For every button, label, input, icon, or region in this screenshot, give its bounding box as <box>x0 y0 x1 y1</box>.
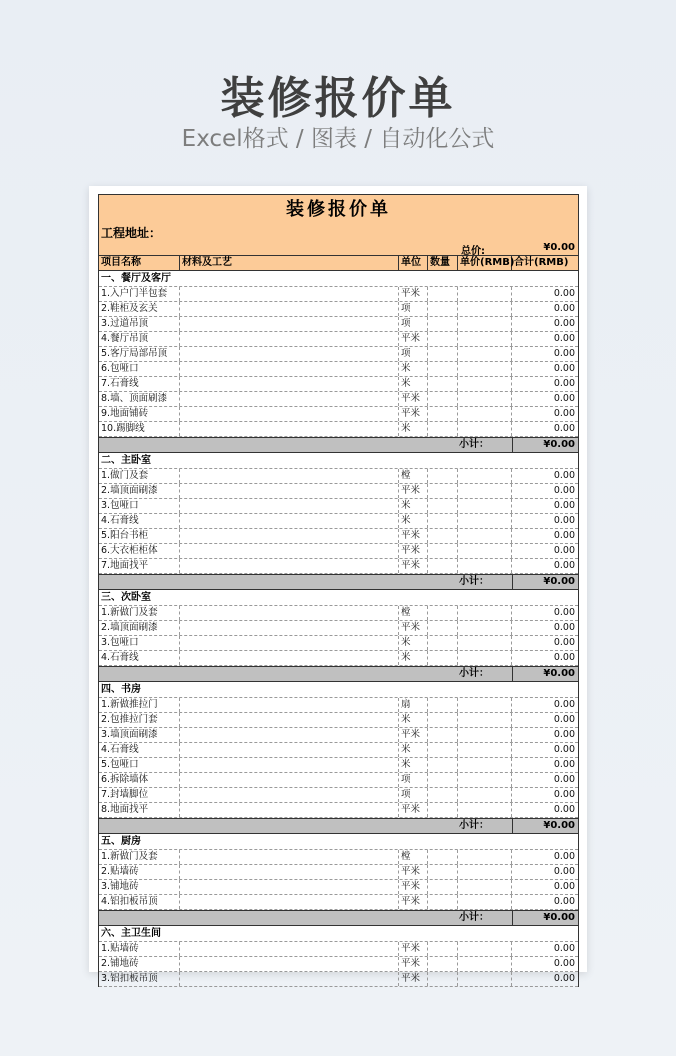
material-cell <box>180 957 399 971</box>
price-cell <box>458 942 512 956</box>
qty-cell <box>428 422 458 436</box>
qty-cell <box>428 651 458 665</box>
subtotal-value: ¥0.00 <box>543 820 575 831</box>
qty-cell <box>428 559 458 573</box>
table-row <box>99 803 578 818</box>
table-row <box>99 332 578 347</box>
unit-cell: 平米 <box>399 942 428 956</box>
material-cell <box>180 803 399 817</box>
qty-cell <box>428 407 458 421</box>
price-cell <box>458 957 512 971</box>
item-name-cell: 7.地面找平 <box>99 559 180 573</box>
subtotal-row <box>99 437 578 453</box>
material-cell <box>180 621 399 635</box>
qty-cell <box>428 317 458 331</box>
price-cell <box>458 621 512 635</box>
qty-cell <box>428 942 458 956</box>
qty-cell <box>428 728 458 742</box>
table-row <box>99 469 578 484</box>
price-cell <box>458 972 512 986</box>
item-name-cell: 7.石膏线 <box>99 377 180 391</box>
total-cell: 0.00 <box>553 500 575 511</box>
price-cell <box>458 636 512 650</box>
material-cell <box>180 377 399 391</box>
total-cell: 0.00 <box>553 789 575 800</box>
unit-cell: 樘 <box>399 469 428 483</box>
price-cell <box>458 347 512 361</box>
unit-cell: 樘 <box>399 850 428 864</box>
hero-title: 装修报价单 <box>220 73 456 124</box>
unit-cell: 平米 <box>399 728 428 742</box>
price-cell <box>458 332 512 346</box>
section-heading: 六、主卫生间 <box>99 926 578 942</box>
unit-cell: 平米 <box>399 621 428 635</box>
qty-cell <box>428 698 458 712</box>
grand-total-label: 总价: <box>461 246 485 257</box>
total-cell: 0.00 <box>553 303 575 314</box>
table-row <box>99 895 578 910</box>
table-row <box>99 972 578 987</box>
subtotal-divider <box>512 667 513 681</box>
table-row <box>99 544 578 559</box>
table-row <box>99 880 578 895</box>
price-cell <box>458 392 512 406</box>
price-cell <box>458 362 512 376</box>
table-row <box>99 957 578 972</box>
unit-cell: 米 <box>399 377 428 391</box>
col-header-material: 材料及工艺 <box>180 256 399 270</box>
subtotal-value: ¥0.00 <box>543 439 575 450</box>
table-row <box>99 850 578 865</box>
item-name-cell: 6.包哑口 <box>99 362 180 376</box>
qty-cell <box>428 347 458 361</box>
price-cell <box>458 422 512 436</box>
unit-cell: 米 <box>399 362 428 376</box>
item-name-cell: 1.入户门半包套 <box>99 287 180 301</box>
material-cell <box>180 788 399 802</box>
material-cell <box>180 850 399 864</box>
material-cell <box>180 469 399 483</box>
col-header-qty: 数量 <box>428 256 458 270</box>
item-name-cell: 10.踢脚线 <box>99 422 180 436</box>
total-cell: 0.00 <box>553 958 575 969</box>
subtotal-label: 小计： <box>459 668 489 679</box>
price-cell <box>458 698 512 712</box>
item-name-cell: 3.铺地砖 <box>99 880 180 894</box>
subtotal-value: ¥0.00 <box>543 668 575 679</box>
total-cell: 0.00 <box>553 622 575 633</box>
item-name-cell: 2.包推拉门套 <box>99 713 180 727</box>
qty-cell <box>428 392 458 406</box>
material-cell <box>180 728 399 742</box>
material-cell <box>180 347 399 361</box>
total-cell: 0.00 <box>553 607 575 618</box>
price-cell <box>458 803 512 817</box>
qty-cell <box>428 895 458 909</box>
material-cell <box>180 407 399 421</box>
material-cell <box>180 422 399 436</box>
price-cell <box>458 728 512 742</box>
col-header-total: 合计(RMB) <box>514 257 569 268</box>
unit-cell: 平米 <box>399 392 428 406</box>
total-cell: 0.00 <box>553 348 575 359</box>
price-cell <box>458 865 512 879</box>
qty-cell <box>428 529 458 543</box>
qty-cell <box>428 880 458 894</box>
subtotal-divider <box>512 438 513 452</box>
unit-cell: 项 <box>399 302 428 316</box>
table-row <box>99 636 578 651</box>
unit-cell: 项 <box>399 788 428 802</box>
subtotal-divider <box>512 911 513 925</box>
material-cell <box>180 529 399 543</box>
table-row <box>99 713 578 728</box>
unit-cell: 项 <box>399 317 428 331</box>
material-cell <box>180 651 399 665</box>
material-cell <box>180 302 399 316</box>
price-cell <box>458 758 512 772</box>
table-row <box>99 347 578 362</box>
unit-cell: 平米 <box>399 332 428 346</box>
material-cell <box>180 514 399 528</box>
qty-cell <box>428 606 458 620</box>
item-name-cell: 2.鞋柜及玄关 <box>99 302 180 316</box>
qty-cell <box>428 743 458 757</box>
item-name-cell: 4.餐厅吊顶 <box>99 332 180 346</box>
table-row <box>99 499 578 514</box>
total-cell: 0.00 <box>553 744 575 755</box>
table-row <box>99 529 578 544</box>
item-name-cell: 3.墙顶面刷漆 <box>99 728 180 742</box>
qty-cell <box>428 514 458 528</box>
unit-cell: 樘 <box>399 606 428 620</box>
total-cell: 0.00 <box>553 714 575 725</box>
item-name-cell: 3.过道吊顶 <box>99 317 180 331</box>
price-cell <box>458 529 512 543</box>
item-name-cell: 3.铝扣板吊顶 <box>99 972 180 986</box>
material-cell <box>180 773 399 787</box>
table-row <box>99 484 578 499</box>
material-cell <box>180 895 399 909</box>
unit-cell: 米 <box>399 651 428 665</box>
material-cell <box>180 559 399 573</box>
item-name-cell: 3.包哑口 <box>99 499 180 513</box>
qty-cell <box>428 972 458 986</box>
unit-cell: 项 <box>399 347 428 361</box>
col-header-unit: 单位 <box>399 256 428 270</box>
quote-sheet <box>98 194 579 987</box>
material-cell <box>180 880 399 894</box>
item-name-cell: 1.贴墙砖 <box>99 942 180 956</box>
price-cell <box>458 606 512 620</box>
total-cell: 0.00 <box>553 363 575 374</box>
unit-cell: 平米 <box>399 803 428 817</box>
material-cell <box>180 499 399 513</box>
table-row <box>99 728 578 743</box>
price-cell <box>458 895 512 909</box>
item-name-cell: 8.墙、顶面刷漆 <box>99 392 180 406</box>
total-cell: 0.00 <box>553 759 575 770</box>
price-cell <box>458 651 512 665</box>
qty-cell <box>428 758 458 772</box>
item-name-cell: 4.石膏线 <box>99 651 180 665</box>
col-header-item: 项目名称 <box>99 256 180 270</box>
item-name-cell: 7.封墙脚位 <box>99 788 180 802</box>
total-cell: 0.00 <box>553 699 575 710</box>
material-cell <box>180 698 399 712</box>
total-cell: 0.00 <box>553 470 575 481</box>
price-cell <box>458 317 512 331</box>
section-heading: 二、主卧室 <box>99 453 578 469</box>
section-heading: 一、餐厅及客厅 <box>99 271 578 287</box>
item-name-cell: 9.地面铺砖 <box>99 407 180 421</box>
total-cell: 0.00 <box>553 288 575 299</box>
item-name-cell: 2.铺地砖 <box>99 957 180 971</box>
total-cell: 0.00 <box>553 896 575 907</box>
unit-cell: 米 <box>399 743 428 757</box>
unit-cell: 米 <box>399 636 428 650</box>
qty-cell <box>428 469 458 483</box>
material-cell <box>180 713 399 727</box>
unit-cell: 平米 <box>399 287 428 301</box>
item-name-cell: 4.石膏线 <box>99 743 180 757</box>
item-name-cell: 3.包哑口 <box>99 636 180 650</box>
material-cell <box>180 544 399 558</box>
item-name-cell: 8.地面找平 <box>99 803 180 817</box>
subtotal-label: 小计： <box>459 912 489 923</box>
qty-cell <box>428 788 458 802</box>
table-row <box>99 606 578 621</box>
material-cell <box>180 743 399 757</box>
item-name-cell: 4.铝扣板吊顶 <box>99 895 180 909</box>
qty-cell <box>428 302 458 316</box>
qty-cell <box>428 287 458 301</box>
unit-cell: 米 <box>399 713 428 727</box>
qty-cell <box>428 544 458 558</box>
price-cell <box>458 407 512 421</box>
total-cell: 0.00 <box>553 378 575 389</box>
total-cell: 0.00 <box>553 530 575 541</box>
total-cell: 0.00 <box>553 515 575 526</box>
table-row <box>99 788 578 803</box>
item-name-cell: 5.阳台书柜 <box>99 529 180 543</box>
qty-cell <box>428 957 458 971</box>
material-cell <box>180 972 399 986</box>
price-cell <box>458 469 512 483</box>
unit-cell: 米 <box>399 758 428 772</box>
hero-subtitle: Excel格式 / 图表 / 自动化公式 <box>181 126 495 152</box>
address-label: 工程地址： <box>101 226 162 240</box>
table-row <box>99 302 578 317</box>
material-cell <box>180 758 399 772</box>
qty-cell <box>428 850 458 864</box>
grand-total-value: ¥0.00 <box>543 242 575 253</box>
material-cell <box>180 865 399 879</box>
total-cell: 0.00 <box>553 866 575 877</box>
price-cell <box>458 484 512 498</box>
item-name-cell: 5.包哑口 <box>99 758 180 772</box>
subtotal-divider <box>512 819 513 833</box>
table-row <box>99 407 578 422</box>
table-row <box>99 422 578 437</box>
item-name-cell: 1.做门及套 <box>99 469 180 483</box>
subtotal-row <box>99 574 578 590</box>
table-row <box>99 865 578 880</box>
sections-container <box>99 271 578 987</box>
total-cell: 0.00 <box>553 652 575 663</box>
total-cell: 0.00 <box>553 851 575 862</box>
section-heading: 三、次卧室 <box>99 590 578 606</box>
unit-cell: 平米 <box>399 972 428 986</box>
total-cell: 0.00 <box>553 943 575 954</box>
price-cell <box>458 302 512 316</box>
unit-cell: 米 <box>399 499 428 513</box>
table-row <box>99 773 578 788</box>
qty-cell <box>428 713 458 727</box>
price-cell <box>458 559 512 573</box>
sheet-title: 装修报价单 <box>286 199 391 220</box>
price-cell <box>458 544 512 558</box>
price-cell <box>458 713 512 727</box>
table-row <box>99 377 578 392</box>
qty-cell <box>428 362 458 376</box>
price-cell <box>458 788 512 802</box>
unit-cell: 平米 <box>399 529 428 543</box>
table-row <box>99 287 578 302</box>
qty-cell <box>428 803 458 817</box>
item-name-cell: 4.石膏线 <box>99 514 180 528</box>
table-row <box>99 514 578 529</box>
unit-cell: 扇 <box>399 698 428 712</box>
table-row <box>99 317 578 332</box>
price-cell <box>458 514 512 528</box>
total-cell: 0.00 <box>553 318 575 329</box>
table-row <box>99 392 578 407</box>
qty-cell <box>428 332 458 346</box>
unit-cell: 平米 <box>399 895 428 909</box>
spreadsheet-preview <box>89 186 587 984</box>
col-header-price: 单价(RMB) <box>460 257 515 268</box>
total-cell: 0.00 <box>553 774 575 785</box>
item-name-cell: 2.墙顶面刷漆 <box>99 621 180 635</box>
total-cell: 0.00 <box>553 408 575 419</box>
item-name-cell: 1.新做门及套 <box>99 850 180 864</box>
price-cell <box>458 850 512 864</box>
unit-cell: 平米 <box>399 957 428 971</box>
unit-cell: 平米 <box>399 484 428 498</box>
unit-cell: 米 <box>399 514 428 528</box>
subtotal-row <box>99 910 578 926</box>
subtotal-label: 小计： <box>459 576 489 587</box>
table-row <box>99 621 578 636</box>
unit-cell: 平米 <box>399 559 428 573</box>
subtotal-divider <box>512 575 513 589</box>
subtotal-label: 小计： <box>459 439 489 450</box>
item-name-cell: 2.贴墙砖 <box>99 865 180 879</box>
section-heading: 五、厨房 <box>99 834 578 850</box>
subtotal-row <box>99 666 578 682</box>
price-cell <box>458 287 512 301</box>
material-cell <box>180 287 399 301</box>
unit-cell: 平米 <box>399 865 428 879</box>
total-cell: 0.00 <box>553 393 575 404</box>
table-row <box>99 698 578 713</box>
price-cell <box>458 499 512 513</box>
total-cell: 0.00 <box>553 423 575 434</box>
total-cell: 0.00 <box>553 545 575 556</box>
material-cell <box>180 317 399 331</box>
item-name-cell: 1.新做推拉门 <box>99 698 180 712</box>
unit-cell: 项 <box>399 773 428 787</box>
total-cell: 0.00 <box>553 804 575 815</box>
unit-cell: 平米 <box>399 880 428 894</box>
table-row <box>99 651 578 666</box>
qty-cell <box>428 377 458 391</box>
table-row <box>99 362 578 377</box>
material-cell <box>180 942 399 956</box>
price-cell <box>458 743 512 757</box>
material-cell <box>180 362 399 376</box>
total-cell: 0.00 <box>553 560 575 571</box>
total-cell: 0.00 <box>553 485 575 496</box>
qty-cell <box>428 773 458 787</box>
qty-cell <box>428 499 458 513</box>
material-cell <box>180 606 399 620</box>
qty-cell <box>428 621 458 635</box>
item-name-cell: 6.拆除墙体 <box>99 773 180 787</box>
price-cell <box>458 377 512 391</box>
subtotal-label: 小计： <box>459 820 489 831</box>
table-row <box>99 758 578 773</box>
item-name-cell: 2.墙顶面刷漆 <box>99 484 180 498</box>
item-name-cell: 5.客厅局部吊顶 <box>99 347 180 361</box>
subtotal-value: ¥0.00 <box>543 576 575 587</box>
material-cell <box>180 484 399 498</box>
grand-total-row <box>99 241 578 255</box>
qty-cell <box>428 636 458 650</box>
unit-cell: 平米 <box>399 407 428 421</box>
material-cell <box>180 636 399 650</box>
material-cell <box>180 332 399 346</box>
total-cell: 0.00 <box>553 333 575 344</box>
total-cell: 0.00 <box>553 881 575 892</box>
table-row <box>99 942 578 957</box>
qty-cell <box>428 865 458 879</box>
unit-cell: 米 <box>399 422 428 436</box>
sheet-header <box>99 194 578 255</box>
table-row <box>99 559 578 574</box>
unit-cell: 平米 <box>399 544 428 558</box>
total-cell: 0.00 <box>553 637 575 648</box>
total-cell: 0.00 <box>553 973 575 984</box>
section-heading: 四、书房 <box>99 682 578 698</box>
column-header-row <box>99 255 578 271</box>
price-cell <box>458 880 512 894</box>
item-name-cell: 6.大衣柜柜体 <box>99 544 180 558</box>
qty-cell <box>428 484 458 498</box>
material-cell <box>180 392 399 406</box>
price-cell <box>458 773 512 787</box>
subtotal-value: ¥0.00 <box>543 912 575 923</box>
subtotal-row <box>99 818 578 834</box>
table-row <box>99 743 578 758</box>
total-cell: 0.00 <box>553 729 575 740</box>
item-name-cell: 1.新做门及套 <box>99 606 180 620</box>
